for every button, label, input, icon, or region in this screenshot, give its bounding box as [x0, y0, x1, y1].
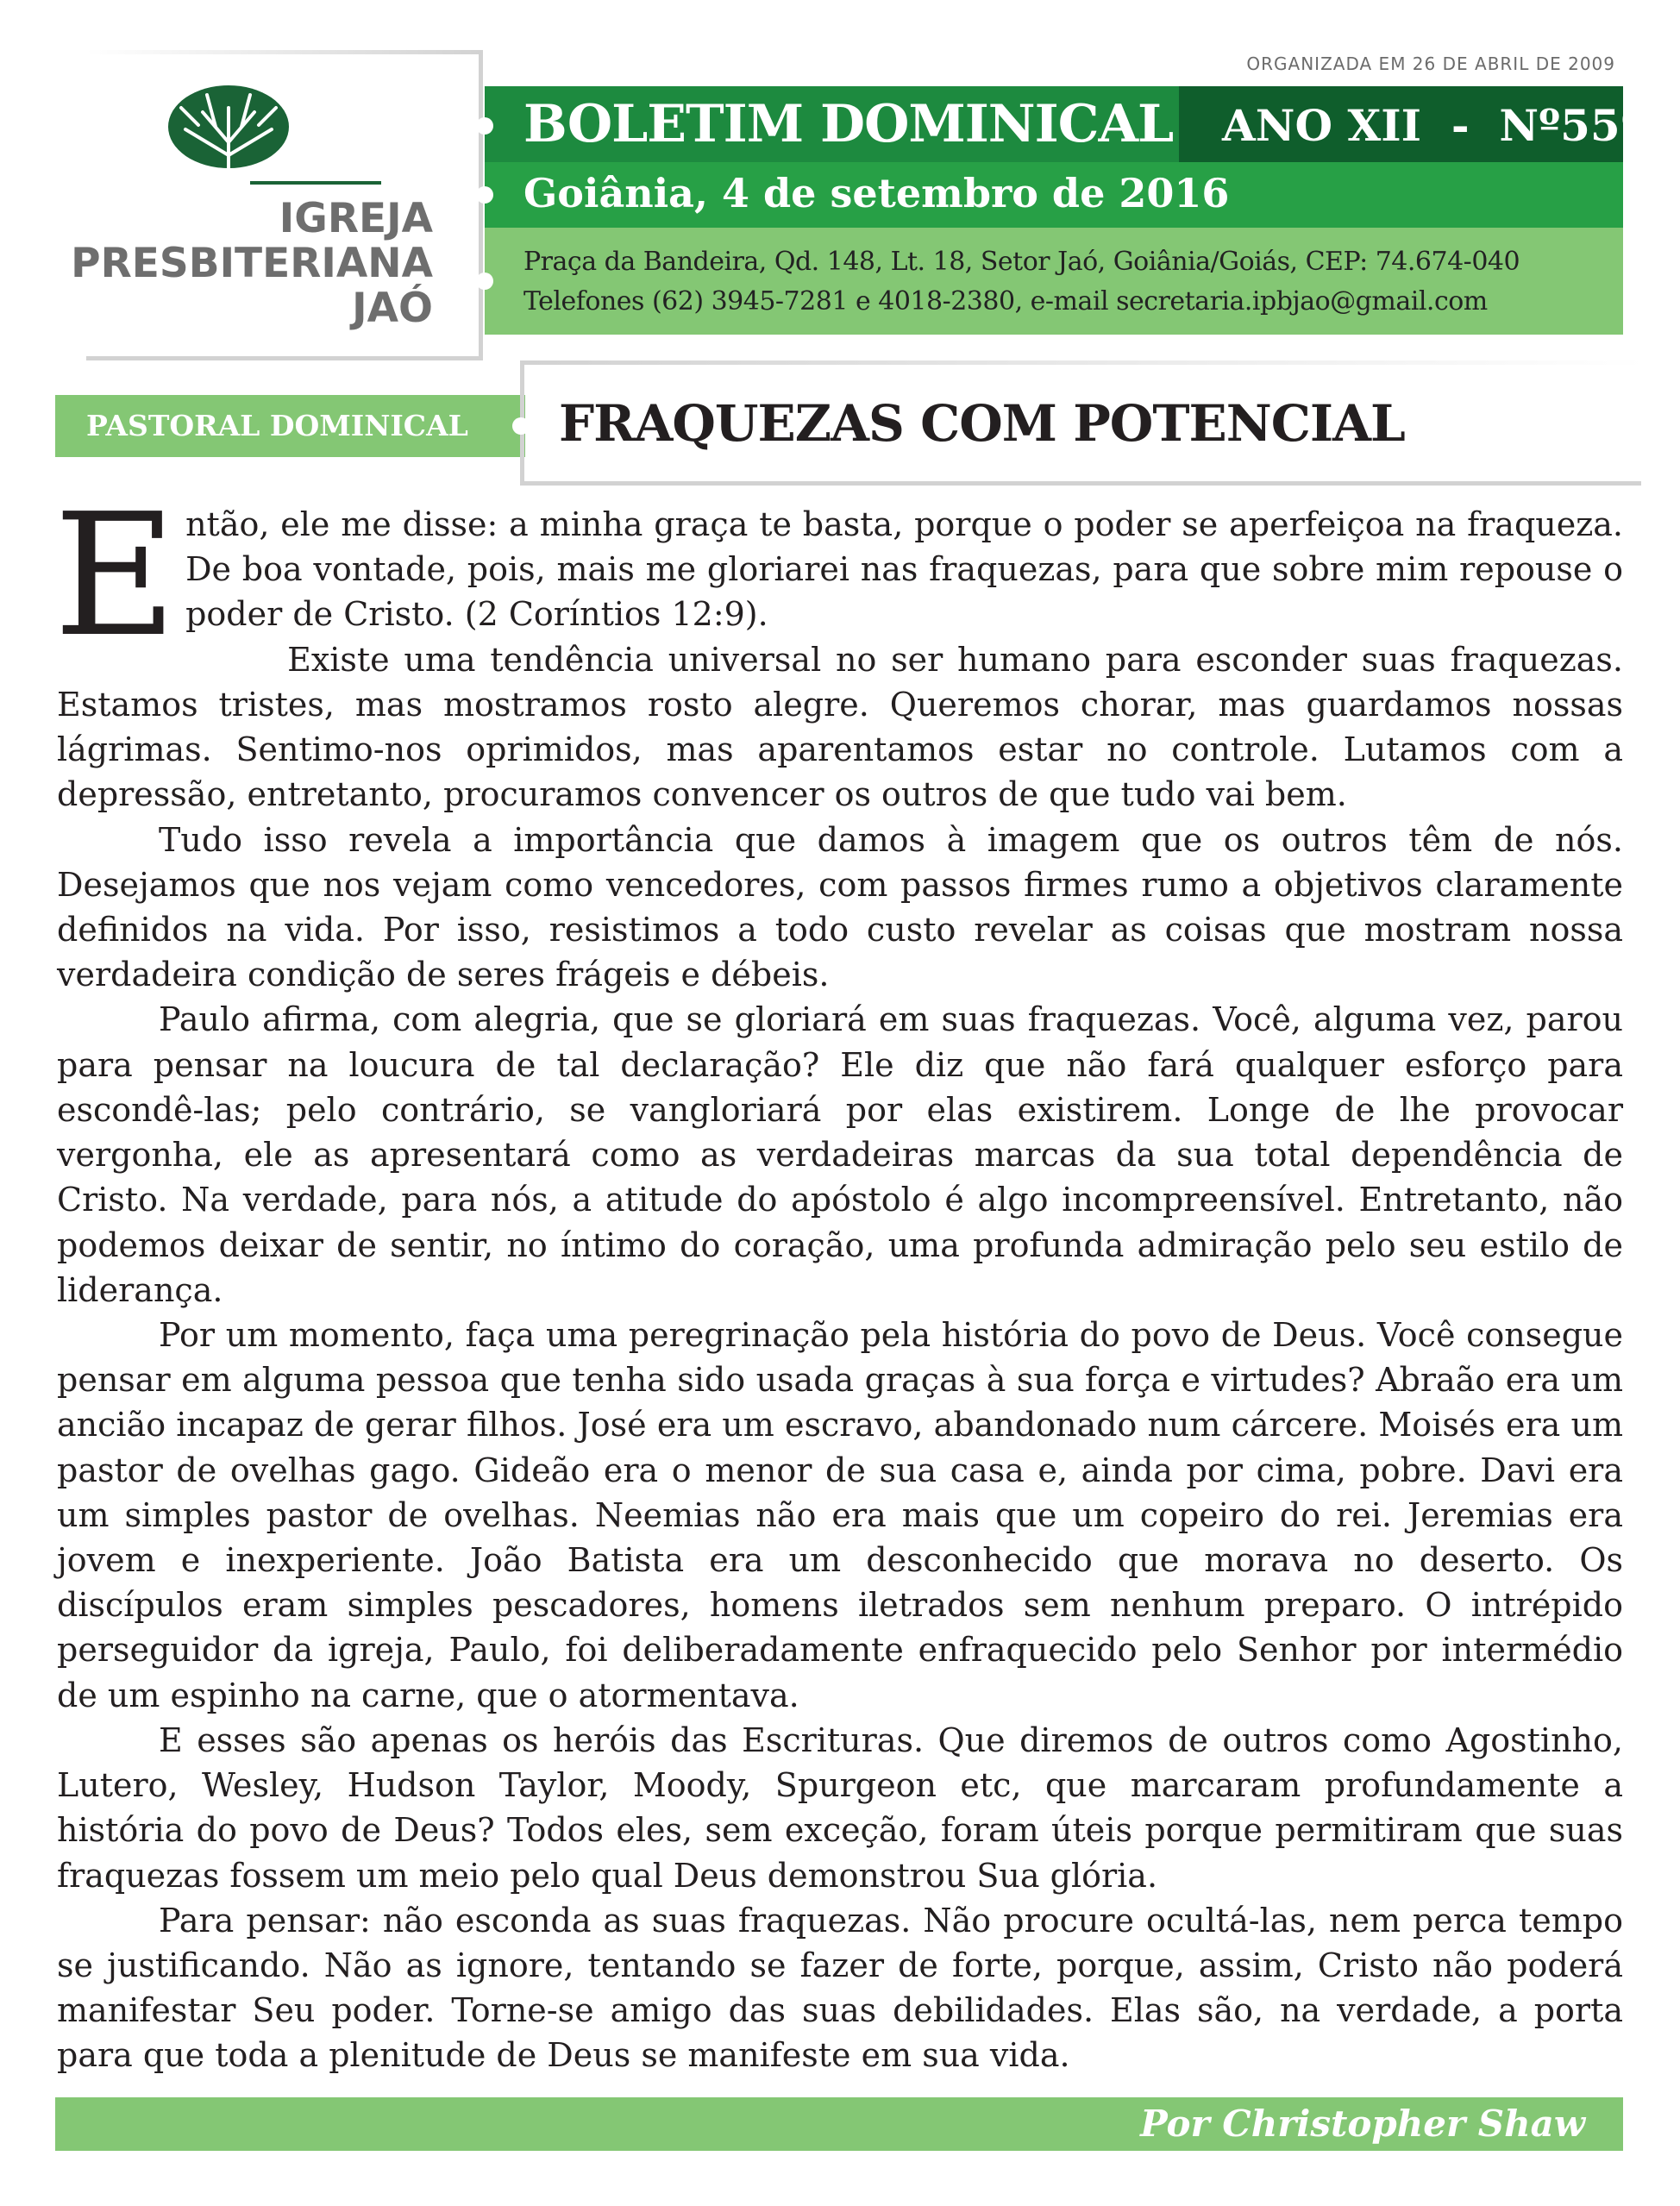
tree-logo-icon	[164, 82, 293, 172]
church-name-line2: PRESBITERIANA	[71, 240, 433, 287]
article-paragraph	[53, 478, 1623, 674]
paragraph-text: ntão, ele me disse: a minha graça te basta, porque o poder se aperfeiçoa na fraqueza. De boa vontade, pois, mais me gloriarei nas fraquezas, para que sobre mim repouse o poder de Cristo. (2 Coríntios 12:9).	[185, 505, 1623, 634]
church-name-line3: JAÓ	[352, 285, 433, 332]
article-paragraph: E esses são apenas os heróis das Escrituras. Que diremos de outros como Agostinho, Lutero, Wesley, Hudson Taylor, Moody, Spurgeon etc, que marcaram profundamente a história do povo de Deus? Todos eles, sem exceção, foram úteis porque permitiram que suas fraquezas fossem um meio pelo qual Deus demonstrou Sua glória.	[57, 1720, 1623, 1895]
article-paragraph: Existe uma tendência universal no ser humano para esconder suas fraquezas. Estamos tristes, mas mostramos rosto alegre. Queremos chorar, mas guardamos nossas lágrimas. Sentimo-nos oprimidos, mas aparentamos estar no controle. Lutamos com a depressão, entretanto, procuramos convencer os outros de que tudo vai bem.	[57, 640, 1623, 814]
bulletin-date: Goiânia, 4 de setembro de 2016	[523, 170, 1230, 216]
article-headline: FRAQUEZAS COM POTENCIAL	[559, 394, 1405, 453]
logo-divider	[250, 181, 381, 185]
church-name	[60, 197, 433, 331]
bullet-dot-icon	[476, 273, 493, 290]
church-name-line1: IGREJA	[279, 195, 433, 242]
article-paragraph: Por um momento, faça uma peregrinação pela história do povo de Deus. Você consegue pensar em alguma pessoa que tenha sido usada graças à sua força e virtudes? Abraão era um ancião incapaz de gerar filhos. José era um escravo, abandonado num cárcere. Moisés era um pastor de ovelhas gago. Gideão era o menor de sua casa e, ainda por cima, pobre. Davi era um simples pastor de ovelhas. Neemias não era mais que um copeiro do rei. Jeremias era jovem e inexperiente. João Batista era um desconhecido que morava no deserto. Os discípulos eram simples pescadores, homens iletrados sem nenhum preparo. O intrépido perseguidor da igreja, Paulo, foi deliberadamente enfraquecido pelo Senhor por intermédio de um espinho na carne, que o atormentava.	[57, 1315, 1623, 1714]
article-paragraph: Para pensar: não esconda as suas fraquezas. Não procure ocultá-las, nem perca tempo se justificando. Não as ignore, tentando se fazer de forte, porque, assim, Cristo não poderá manifestar Seu poder. Torne-se amigo das suas debilidades. Elas são, na verdade, a porta para que toda a plenitude de Deus se manifeste em sua vida.	[57, 1901, 1623, 2075]
section-label: PASTORAL DOMINICAL	[86, 409, 468, 442]
drop-cap: E	[53, 478, 178, 674]
phone-email-line: Telefones (62) 3945-7281 e 4018-2380, e-mail secretaria.ipbjao@gmail.com	[523, 286, 1488, 316]
bullet-dot-icon	[476, 117, 493, 135]
bullet-dot-icon	[512, 417, 530, 435]
address-line: Praça da Bandeira, Qd. 148, Lt. 18, Setor Jaó, Goiânia/Goiás, CEP: 74.674-040	[523, 247, 1520, 277]
bullet-dot-icon	[476, 186, 493, 204]
bulletin-title: BOLETIM DOMINICAL	[523, 94, 1174, 154]
article-body	[53, 478, 1623, 2078]
contact-info	[523, 242, 1520, 322]
article-paragraph: Tudo isso revela a importância que damos à imagem que os outros têm de nós. Desejamos que nos vejam como vencedores, com passos firmes rumo a objetivos claramente definidos na vida. Por isso, resistimos a todo custo revelar as coisas que mostram nossa verdadeira condição de seres frágeis e débeis.	[57, 820, 1623, 994]
organized-date: ORGANIZADA EM 26 DE ABRIL DE 2009	[1246, 53, 1615, 74]
article-paragraph: Paulo afirma, com alegria, que se gloriará em suas fraquezas. Você, alguma vez, parou para pensar na loucura de tal declaração? Ele diz que não fará qualquer esforço para escondê-las; pelo contrário, se vangloriará por elas existirem. Longe de lhe provocar vergonha, ele as apresentará como as verdadeiras marcas da sua total dependência de Cristo. Na verdade, para nós, a atitude do apóstolo é algo incompreensível. Entretanto, não podemos deixar de sentir, no íntimo do coração, uma profunda admiração pelo seu estilo de liderança.	[57, 1000, 1623, 1309]
article-author: Por Christopher Shaw	[1140, 2103, 1585, 2145]
edition-number: ANO XII - Nº559	[1222, 100, 1651, 151]
